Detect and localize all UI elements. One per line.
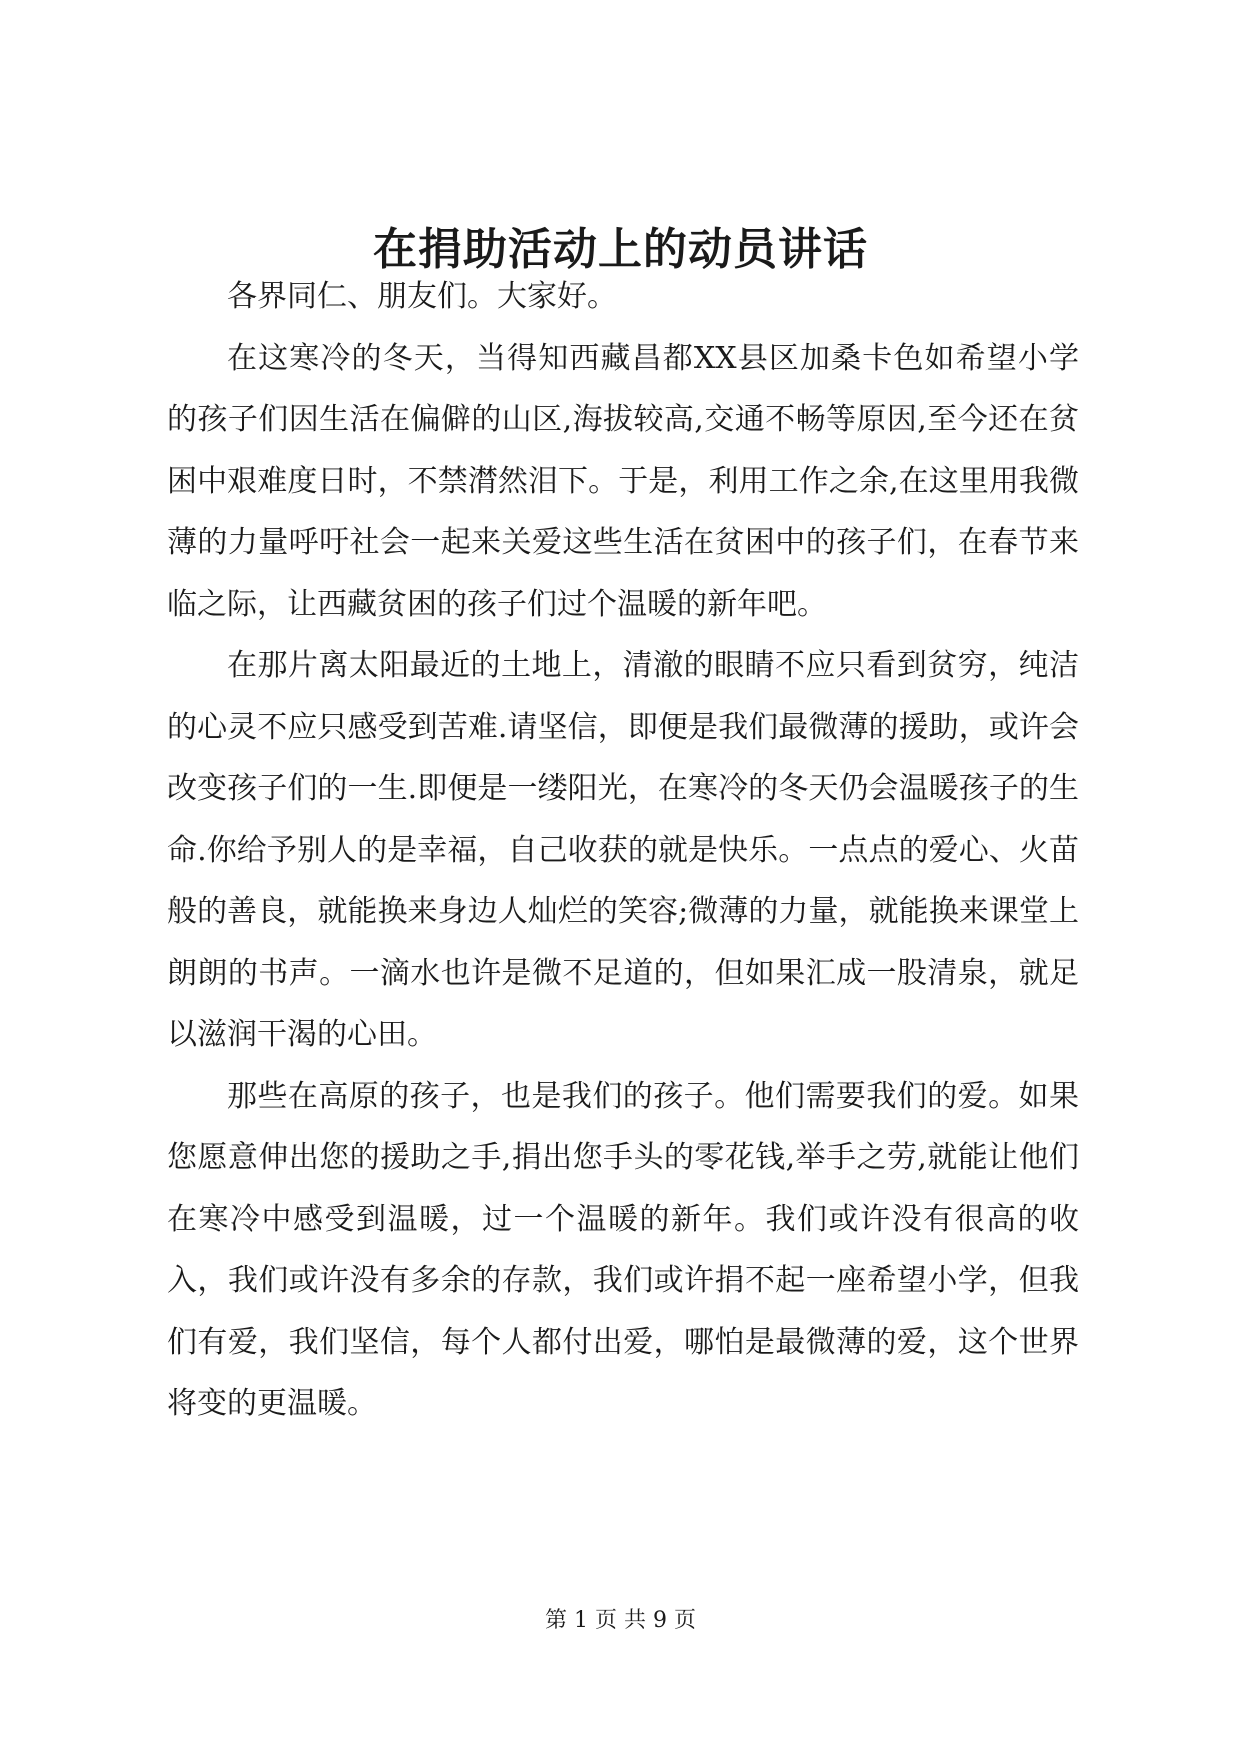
paragraph-greeting: 各界同仁、朋友们。大家好。 — [227, 279, 617, 314]
page-footer: 第 1 页 共 9 页 — [545, 1608, 696, 1633]
document-title: 在捐助活动上的动员讲话 — [373, 224, 868, 275]
paragraph-2: 在那片离太阳最近的土地上，清澈的眼睛不应只看到贫穷，纯洁的心灵不应只感受到苦难.请坚信，即便是我们最微薄的援助，或许会改变孩子们的一生.即便是一缕阳光，在寒冷的冬天仍会温暖孩子的生命.你给予别人的是幸福，自己收获的就是快乐。一点点的爱心、火苗般的善良，就能换来身边人灿烂的笑容;微薄的力量，就能换来课堂上朗朗的书声。一滴水也许是微不足道的，但如果汇成一股清泉，就足以滋润干渴的心田。 — [167, 648, 1079, 1052]
paragraph-1: 在这寒冷的冬天，当得知西藏昌都XX县区加桑卡色如希望小学的孩子们因生活在偏僻的山区,海拔较高,交通不畅等原因,至今还在贫困中艰难度日时，不禁潸然泪下。于是，利用工作之余,在这里用我微薄的力量呼吁社会一起来关爱这些生活在贫困中的孩子们，在春节来临之际，让西藏贫困的孩子们过个温暖的新年吧。 — [167, 340, 1079, 622]
paragraph-3: 那些在高原的孩子，也是我们的孩子。他们需要我们的爱。如果您愿意伸出您的援助之手,捐出您手头的零花钱,举手之劳,就能让他们在寒冷中感受到温暖，过一个温暖的新年。我们或许没有很高的收入，我们或许没有多余的存款，我们或许捐不起一座希望小学，但我们有爱，我们坚信，每个人都付出爱，哪怕是最微薄的爱，这个世界将变的更温暖。 — [167, 1078, 1079, 1421]
document-body — [167, 266, 1079, 1435]
